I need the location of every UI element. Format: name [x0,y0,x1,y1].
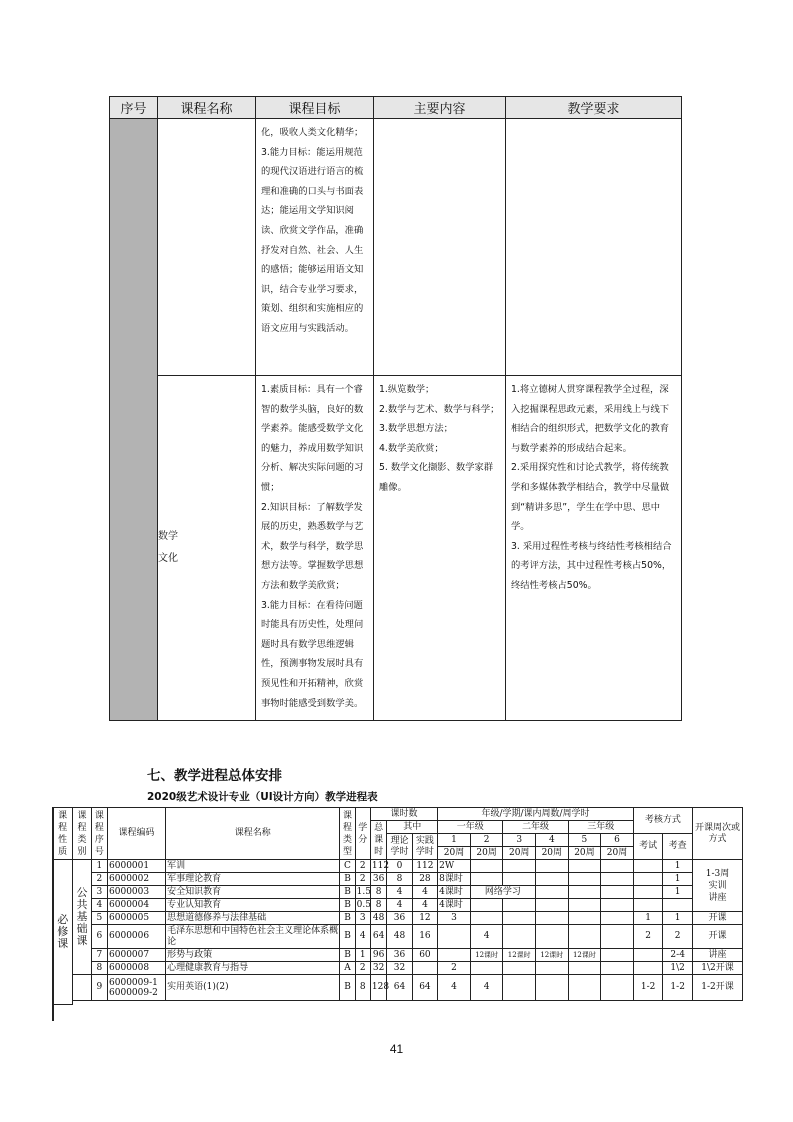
content-text: 2.数学与艺术、数学与科学； [379,403,500,415]
exam-cell: 1-2 [633,975,663,1001]
header-seq: 课程序号 [91,808,107,860]
seq-cell: 4 [91,899,107,912]
total-cell: 36 [370,873,386,886]
name-cell: 军训 [166,860,340,873]
term-cell: 4 [438,975,471,1001]
teaching-req-cell [506,119,682,376]
req-text: 3. 采用过程性考核与终结性考核相结合的考评方法，其中过程性考核占50%，终结性考核占50%。 [511,540,672,591]
term-cell [568,873,601,886]
content-text: 1.纵览数学； [379,384,435,395]
header-course-goal: 课程目标 [256,97,374,119]
name-cell: 实用英语(1)(2) [166,975,340,1001]
credit-cell: 3 [355,912,370,925]
term-cell [536,899,569,912]
header-grade-title: 年级/学期/课内周数/周学时 [438,808,634,821]
total-cell: 64 [370,925,386,949]
practice-cell: 12 [412,912,437,925]
seq-cell: 3 [91,886,107,899]
header-seq: 序号 [110,97,158,119]
term-cell: 8课时 [438,873,471,886]
header-course-name: 课程名称 [158,97,256,119]
term-cell [470,912,503,925]
term-cell [503,912,536,925]
type-cell: B [340,925,355,949]
table-left-rule [52,807,54,1021]
header-weeks: 20周 [601,847,634,860]
code-cell: 6000006 [108,925,166,949]
practice-cell: 60 [412,949,437,962]
table-row [53,962,743,975]
practice-cell: 28 [412,873,437,886]
main-content-cell [374,376,506,721]
code-cell: 6000009-1 6000009-2 [108,975,166,1001]
goal-text: 化，吸收人类文化精华； [261,127,364,138]
header-term: 1 [438,834,471,847]
check-cell: 1\2 [663,962,693,975]
seq-cell: 8 [91,962,107,975]
type-cell: B [340,873,355,886]
table-row [53,873,743,886]
check-cell [663,899,693,912]
term-cell [601,962,634,975]
header-year2: 二年级 [503,821,568,834]
theory-cell: 8 [387,873,412,886]
term-cell [601,860,634,873]
type-cell: B [340,912,355,925]
term-cell [568,912,601,925]
exam-cell [633,962,663,975]
credit-cell: 1 [355,949,370,962]
header-nature: 课程性质 [53,808,73,860]
term-cell: 4 [470,925,503,949]
name-cell: 军事理论教育 [166,873,340,886]
check-cell: 1 [663,912,693,925]
table-spacer [73,1001,743,1005]
term-cell [536,912,569,925]
term-cell [601,949,634,962]
header-weeks: 20周 [568,847,601,860]
term-cell [601,975,634,1001]
seq-cell: 2 [91,873,107,886]
practice-cell: 64 [412,975,437,1001]
name-cell: 毛泽东思想和中国特色社会主义理论体系概论 [167,925,339,947]
check-cell: 2-4 [663,949,693,962]
total-cell: 96 [370,949,386,962]
table-row [53,899,743,912]
term-cell [568,860,601,873]
credit-cell: 1.5 [356,886,371,897]
total-cell: 48 [370,912,386,925]
term-cell [536,925,569,949]
theory-cell: 0 [387,860,412,873]
exam-cell: 1 [633,912,663,925]
theory-cell: 48 [387,925,412,949]
type-cell: B [340,886,355,899]
section-heading: 七、教学进程总体安排 [147,768,282,784]
header-assess: 考核方式 [633,808,692,834]
credit-cell: 2 [355,962,370,975]
type-cell: B [340,975,355,1001]
theory-cell: 36 [387,912,412,925]
header-weeks: 20周 [536,847,569,860]
term-cell: 12课时 [503,949,536,962]
table-row [53,975,743,1001]
header-total: 总课时 [370,821,386,860]
credit-cell: 2 [355,860,370,873]
goal-text: 1.素质目标：具有一个睿智的数学头脑，良好的数学素养。能感受数学文化的魅力，养成用数学知识分析、解决实际问题的习惯； [261,384,364,493]
header-term: 2 [470,834,503,847]
course-name-cell [158,376,256,721]
check-cell: 1 [663,860,693,873]
term-cell [470,962,503,975]
header-check: 考查 [663,834,693,860]
total-cell: 112 [371,860,390,871]
term-cell [536,873,569,886]
term-cell: 网络学习 [470,886,535,899]
header-opening: 开课周次或方式 [692,808,742,860]
credit-cell: 4 [355,925,370,949]
total-cell: 128 [370,975,386,1001]
term-cell [503,873,536,886]
header-main-content: 主要内容 [374,97,506,119]
header-category: 课程类别 [73,808,91,860]
course-row-chinese [110,119,682,376]
term-cell [503,925,536,949]
header-year3: 三年级 [568,821,633,834]
name-cell: 专业认知教育 [166,899,340,912]
credit-cell: 8 [355,975,370,1001]
term-cell [568,899,601,912]
theory-cell: 32 [387,962,412,975]
goal-text: 2.知识目标：了解数学发展的历史，熟悉数学与艺术，数学与科学，数学思想方法等。掌握数学思想方法和数学美欣赏； [261,501,364,591]
header-term: 6 [601,834,634,847]
term-cell: 4课时 [438,899,471,912]
header-weeks: 20周 [470,847,503,860]
name-cell: 思想道德修养与法律基础 [166,912,340,925]
term-cell [568,925,601,949]
term-cell [536,886,569,899]
exam-cell [633,899,663,912]
main-content-cell [374,119,506,376]
table-row [53,886,743,899]
exam-cell: 2 [633,925,663,949]
type-cell: B [340,899,355,912]
practice-cell: 112 [412,860,437,873]
code-cell: 6000003 [108,886,166,899]
header-credit: 学分 [355,808,370,860]
check-cell: 2 [663,925,693,949]
term-cell: 12课时 [568,949,601,962]
seq-cell: 9 [91,975,107,1001]
req-text: 2.采用探究性和讨论式教学，将传统教学和多媒体教学相结合，教学中尽量做到“精讲多思”，学生在学中思、思中学。 [511,462,670,533]
course-goal-cell [256,376,374,721]
term-cell: 12课时 [536,949,569,962]
exam-cell [633,949,663,962]
course-name: 数学 文化 [158,531,178,564]
term-cell [601,912,634,925]
header-year1: 一年级 [438,821,503,834]
page-number: 41 [389,1042,404,1056]
code-cell: 6000002 [108,873,166,886]
term-cell [536,975,569,1001]
term-cell [470,899,503,912]
exam-cell [633,873,663,886]
practice-cell: 4 [412,899,437,912]
term-cell [438,925,471,949]
course-table-header [110,97,682,119]
header-teaching-req: 教学要求 [506,97,682,119]
theory-cell: 4 [387,899,412,912]
teaching-req-cell [506,376,682,721]
term-cell [503,860,536,873]
total-cell: 32 [370,962,386,975]
schedule-table [52,807,743,1005]
header-code: 课程编码 [108,808,166,860]
code-cell: 6000007 [108,949,166,962]
content-text: 4.数学美欣赏； [379,442,444,454]
opening-cell: 讲座 [692,949,742,962]
theory-cell: 4 [387,886,412,899]
credit-cell: 0.5 [356,899,371,910]
code-cell: 6000005 [108,912,166,925]
header-type: 课程类型 [340,808,355,860]
goal-text: 3.能力目标：在看待问题时能具有历史性，处理问题时具有数学思维逻辑性，预测事物发展时具有预见性和开拓精神，欣赏事物时能感受到数学美。 [261,599,364,709]
opening-cell: 开课 [692,925,742,949]
credit-cell: 2 [355,873,370,886]
term-cell [568,962,601,975]
header-theory: 理论学时 [387,834,412,860]
schedule-title: 2020级艺术设计专业（UI设计方向）教学进程表 [147,791,378,803]
header-of-which: 其中 [387,821,438,834]
header-term: 4 [536,834,569,847]
seq-cell [110,119,158,721]
seq-cell: 6 [91,925,107,949]
code-cell: 6000004 [108,899,166,912]
req-text: 1.将立德树人贯穿课程教学全过程，深入挖掘课程思政元素，采用线上与线下相结合的组织形式，把数学文化的教育与数学素养的形成结合起来。 [511,384,670,454]
category-cell: 公共基础课 [73,860,91,975]
header-name: 课程名称 [166,808,340,860]
header-exam: 考试 [633,834,663,860]
course-row-math [110,376,682,721]
term-cell [601,925,634,949]
check-cell: 1 [663,886,693,899]
term-cell [601,899,634,912]
goal-text: 3.能力目标：能运用规范的现代汉语进行语言的梳理和准确的口头与书面表达；能运用文学知识阅读、欣赏文学作品，准确抒发对自然、社会、人生的感悟；能够运用语文知识，结合专业学习要求，策划、组织和实施相应的语文应用与实践活动。 [261,146,364,334]
practice-cell [412,962,437,975]
code-cell: 6000001 [108,860,166,873]
header-term: 3 [503,834,536,847]
table-row [53,949,743,962]
term-cell [601,886,634,899]
name-cell: 形势与政策 [166,949,340,962]
type-cell: C [340,860,355,873]
check-cell: 1-2 [663,975,693,1001]
header-practice: 实践学时 [412,834,437,860]
content-text: 5. 数学文化撷影、数学家群雕像。 [379,462,494,493]
category-cell [73,975,91,1001]
content-text: 3.数学思想方法； [379,423,453,435]
type-cell: A [340,962,355,975]
table-row [53,925,743,949]
course-name-cell [158,119,256,376]
term-cell [601,873,634,886]
term-cell [503,962,536,975]
opening-cell: 1-3周 实训 讲座 [692,860,742,912]
name-cell: 心理健康教育与指导 [166,962,340,975]
exam-cell [633,886,663,899]
name-cell: 安全知识教育 [166,886,340,899]
term-cell [470,860,503,873]
opening-cell: 1\2开课 [692,962,742,975]
opening-cell: 开课 [692,912,742,925]
nature-cell: 必修课 [53,860,73,1005]
opening-cell: 1-2开课 [692,975,742,1001]
header-weeks: 20周 [503,847,536,860]
term-cell: 12课时 [470,949,503,962]
header-hours: 课时数 [370,808,437,821]
seq-cell: 1 [91,860,107,873]
exam-cell [633,860,663,873]
practice-cell: 4 [412,886,437,899]
theory-cell: 64 [387,975,412,1001]
seq-cell: 7 [91,949,107,962]
seq-cell: 5 [91,912,107,925]
term-cell: 3 [438,912,471,925]
course-goal-cell [256,119,374,376]
table-row [53,860,743,873]
term-cell [470,873,503,886]
header-weeks: 20周 [438,847,471,860]
total-cell: 8 [370,886,386,899]
term-cell [536,860,569,873]
term-cell [503,899,536,912]
check-cell: 1 [663,873,693,886]
term-cell: 2 [438,962,471,975]
header-term: 5 [568,834,601,847]
term-cell: 4 [470,975,503,1001]
term-cell: 2W [438,860,471,873]
term-cell [536,962,569,975]
type-cell: B [340,949,355,962]
term-cell [503,975,536,1001]
term-cell [568,975,601,1001]
table-row [53,912,743,925]
theory-cell: 36 [387,949,412,962]
term-cell [568,886,601,899]
course-table [109,96,682,721]
total-cell: 8 [370,899,386,912]
code-cell: 6000008 [108,962,166,975]
term-cell: 4课时 [438,886,471,899]
term-cell [438,949,471,962]
practice-cell: 16 [412,925,437,949]
